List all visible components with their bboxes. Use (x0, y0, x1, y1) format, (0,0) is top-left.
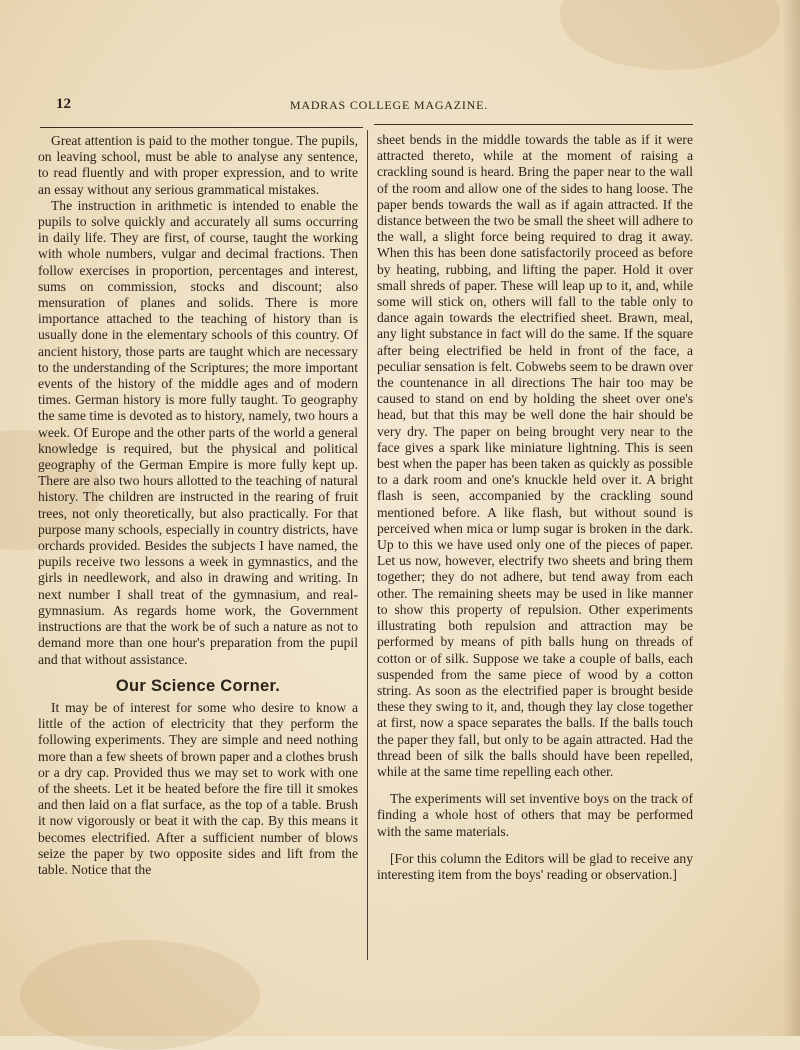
paragraph-experiments-continued: sheet bends in the middle towards the table as if it were attracted thereto, while at the moment of raising a crackling sound is heard. Bring the paper near to the wall of the room and allow one of the sides to hang loose. The paper bends towards the wall as if again attracted. If the distance between the two be small the sheet will adhere to the wall, a slight force being required to drag it away. When this has been done satisfactorily proceed as before by heating, rubbing, and lifting the paper. Hold it over small shreds of paper. These will leap up to it, and, while some will stick on, others will fall to the table only to dance again towards the electrified sheet. Brawn, meal, any light substance in fact will do the same. If the square after being electrified be held in front of the face, a peculiar sensation is felt. Cobwebs seem to be drawn over the countenance in all directions The hair too may be caused to stand on end by holding the sheet over one's head, but that this may be well done the hair should be very dry. The paper on being brought very near to the face gives a spark like miniature lightning. This is seen best when the paper has been taken as quickly as possible to a dark room and one's knuckle held over it. A bright flash is seen, accompanied by the crackling sound mentioned before. A like flash, but without sound is perceived when mica or lump sugar is broken in the dark. Up to this we have used only one of the pieces of paper. Let us now, however, electrify two sheets and bring them together; they do not adhere, but tend away from each other. The remaining sheets may be used in like manner to show this property of repulsion. Other experiments illustrating both repulsion and attraction may be performed by means of pith balls hung on threads of cotton or of silk. Suppose we take a couple of balls, each suspended from the same piece of wood by a cotton string. As soon as the electrified paper is brought beside these they swing to it, and, though they lay close together at first, now a space separates the balls. If the balls touch the paper they fall, but only to be again attracted. Had the thread been of silk the balls should have been repelled, while at the same time repelling each other. (377, 132, 693, 779)
column-divider (367, 130, 368, 960)
header-rule-right (374, 124, 693, 125)
left-column (38, 133, 358, 878)
section-heading: Our Science Corner. (115, 676, 281, 695)
right-column (377, 132, 693, 883)
paragraph-inventive-boys: The experiments will set inventive boys on the track of finding a whole host of others that may be performed with the same materials. (377, 791, 693, 839)
paper-stain (560, 0, 780, 70)
page-edge-shadow (782, 0, 800, 1036)
page-number: 12 (56, 96, 71, 112)
header-rule-left (40, 127, 363, 128)
page-header (56, 96, 722, 118)
paragraph-arithmetic-history: The instruction in arithmetic is intended to enable the pupils to solve quickly and accurately all sums occurring in daily life. They are first, of course, taught the working with whole numbers, vulgar and decimal fractions. Then follow exercises in proportion, percentages and interest, sums on commission, stocks and discount; also mensuration of planes and solids. There is more importance attached to the teaching of history than is usually done in the elementary schools of this country. Of ancient history, those parts are taught which are necessary to the understanding of the Scriptures; the more important events of the history of the middle ages and of modern times. German history is more fully taught. To geography the same time is devoted as to history, namely, two hours a week. Of Europe and the other parts of the world a general knowledge is required, but the physical and political geography of the German Empire is more fully kept up. There are also two hours allotted to the teaching of natural history. The children are instructed in the rearing of fruit trees, not only theoretically, but also practically. For that purpose many schools, especially in country districts, have orchards provided. Besides the subjects I have named, the pupils receive two lessons a week in gymnastics, and the girls in needlework, and also in drawing and writing. In next number I shall treat of the gymnasium, and real-gymnasium. As regards home work, the Government instructions are that the work be of such a nature as not to demand more than one hour's preparation from the pupil and that without assistance. (38, 197, 358, 667)
paper-stain (20, 940, 260, 1050)
paragraph-gap (377, 780, 693, 791)
paragraph-mother-tongue: Great attention is paid to the mother tongue. The pupils, on leaving school, must be able to analyse any sentence, to read fluently and with proper expression, and to write an essay without any serious grammatical mistakes. (38, 133, 358, 197)
paragraph-science-intro: It may be of interest for some who desire to know a little of the action of electricity that they perform the following experiments. They are simple and need nothing more than a few sheets of brown paper and a clothes brush or a dry cap. Provided thus we may set to work with one of the sheets. Let it be heated before the fire till it smokes and then laid on a flat surface, as the top of a table. Brush it now vigorously or beat it with the cap. By this means it becomes electrified. After a sufficient number of blows seize the paper by two opposite sides and lift from the table. Notice that the (38, 699, 358, 877)
editor-note: [For this column the Editors will be glad to receive any interesting item from the boys' reading or observation.] (377, 850, 693, 882)
running-title: MADRAS COLLEGE MAGAZINE. (289, 98, 489, 112)
paragraph-gap (377, 840, 693, 851)
